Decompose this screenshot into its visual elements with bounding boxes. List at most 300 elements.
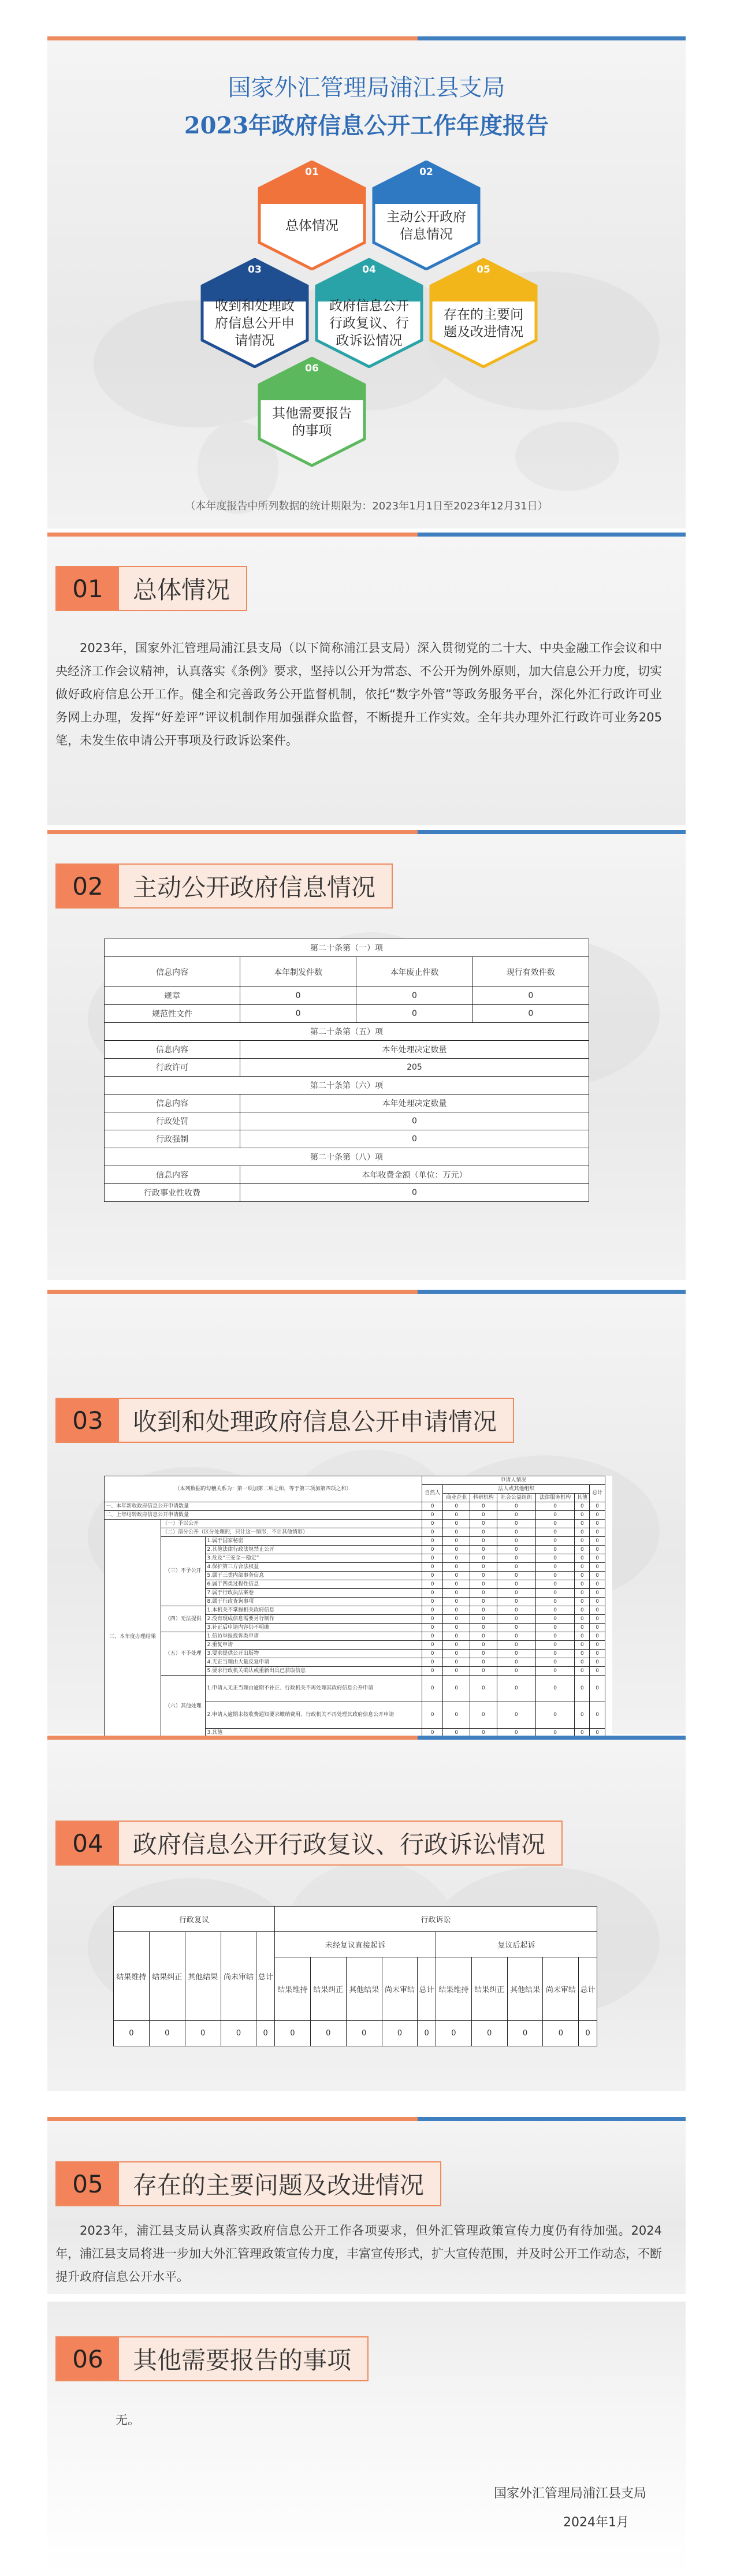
t3-col: 商业企业 — [443, 1494, 470, 1502]
t3-cell: 0 — [497, 1537, 535, 1546]
t3-cell: 0 — [470, 1528, 497, 1537]
t3-row — [105, 1528, 612, 1537]
t3-cell: 0 — [536, 1511, 575, 1520]
sec2-header — [55, 863, 393, 909]
t3-cell: 0 — [422, 1632, 442, 1641]
sec3-top-bar — [47, 1290, 686, 1294]
t4-cell: 0 — [185, 2021, 221, 2046]
t3-cell: 0 — [470, 1563, 497, 1572]
t3-cell: 0 — [590, 1537, 605, 1546]
t3-cell: 0 — [470, 1632, 497, 1641]
t3-cell: 0 — [497, 1702, 535, 1729]
t4-col: 尚未审结 — [543, 1957, 579, 2021]
t4-col: 结果纠正 — [310, 1957, 346, 2021]
t3-cell: 0 — [470, 1520, 497, 1528]
t1-row-label: 行政处罚 — [105, 1112, 240, 1130]
t4-cell: 0 — [543, 2021, 579, 2046]
t3-cell: 0 — [497, 1589, 535, 1598]
t3-cell: 0 — [590, 1589, 605, 1598]
t3-cell: 0 — [443, 1528, 470, 1537]
t3-cell: 0 — [536, 1572, 575, 1580]
t3-group-label: （六）其他处理 — [161, 1676, 206, 1737]
t3-cell: 0 — [536, 1598, 575, 1606]
t3-cell: 0 — [422, 1511, 442, 1520]
t3-cell: 0 — [536, 1624, 575, 1632]
t3-cell: 0 — [497, 1580, 535, 1589]
sec5-top-bar — [47, 2117, 686, 2121]
t3-cell: 0 — [575, 1632, 590, 1641]
t3-cell: 0 — [443, 1580, 470, 1589]
t4-cell: 0 — [507, 2021, 543, 2046]
t3-cell: 0 — [470, 1702, 497, 1729]
t3-cell: 0 — [536, 1537, 575, 1546]
t3-cell: 0 — [422, 1598, 442, 1606]
t3-cell: 0 — [422, 1658, 442, 1667]
t3-cell: 0 — [470, 1554, 497, 1563]
t4-col: 总计 — [418, 1957, 436, 2021]
t3-cell: 0 — [497, 1554, 535, 1563]
t3-cell: 0 — [575, 1702, 590, 1729]
t3-cell: 0 — [443, 1520, 470, 1528]
t3-cell: 0 — [470, 1580, 497, 1589]
t3-cell: 0 — [536, 1729, 575, 1737]
t4-cell: 0 — [256, 2021, 275, 2046]
t3-col: 科研机构 — [470, 1494, 497, 1502]
t1-cell: 0 — [472, 1005, 589, 1023]
t3-cell: 0 — [497, 1563, 535, 1572]
sec3-title: 收到和处理政府信息公开申请情况 — [133, 1408, 497, 1436]
t3-cell: 0 — [536, 1563, 575, 1572]
t3-cell: 0 — [536, 1546, 575, 1554]
t3-cell: 0 — [575, 1676, 590, 1702]
t1-col-info: 信息内容 — [105, 1095, 240, 1112]
t3-cell: 0 — [422, 1667, 442, 1676]
t4-review-header: 行政复议 — [114, 1907, 275, 1932]
t4-col: 总计 — [256, 1932, 275, 2021]
t3-cell: 0 — [422, 1546, 442, 1554]
t3-cell: 0 — [470, 1667, 497, 1676]
t3-cell: 0 — [590, 1502, 605, 1511]
t3-row-label: 4.无正当理由大量反复申请 — [206, 1658, 422, 1667]
t3-cell: 0 — [590, 1641, 605, 1650]
t3-cell: 0 — [536, 1502, 575, 1511]
t3-body — [105, 1502, 612, 1755]
t4-not-reviewed-header: 未经复议直接起诉 — [274, 1932, 436, 1957]
t3-cell: 0 — [497, 1546, 535, 1554]
t3-cell: 0 — [497, 1658, 535, 1667]
t4-col: 其他结果 — [185, 1932, 221, 2021]
t3-cell: 0 — [497, 1632, 535, 1641]
t3-cell: 0 — [536, 1554, 575, 1563]
t4-cell: 0 — [346, 2021, 382, 2046]
t3-cell: 0 — [422, 1502, 442, 1511]
t3-cell: 0 — [536, 1632, 575, 1641]
t4-col: 结果维持 — [436, 1957, 471, 2021]
t4-cell: 0 — [221, 2021, 256, 2046]
t4-col: 结果维持 — [274, 1957, 310, 2021]
t3-cell: 0 — [497, 1641, 535, 1650]
t1-col-info: 信息内容 — [105, 1041, 240, 1059]
t3-cell: 0 — [536, 1658, 575, 1667]
t3-cell: 0 — [590, 1676, 605, 1702]
t3-cell: 0 — [470, 1641, 497, 1650]
t3-cell: 0 — [590, 1667, 605, 1676]
sec2-number: 02 — [57, 865, 119, 907]
t1-heading-20-1: 第二十条第（一）项 — [105, 939, 589, 957]
cover-statistics-note: （本年度报告中所列数据的统计期限为：2023年1月1日至2023年12月31日） — [185, 500, 548, 512]
t3-group-label: （四）无法提供 — [161, 1606, 206, 1632]
t3-cell: 0 — [470, 1537, 497, 1546]
t3-cell: 0 — [536, 1641, 575, 1650]
t3-row-label: 4.保护第三方合法权益 — [206, 1563, 422, 1572]
t3-cell: 0 — [590, 1729, 605, 1737]
t4-col: 尚未审结 — [382, 1957, 418, 2021]
sec1-number: 01 — [57, 567, 119, 610]
t3-cell: 0 — [470, 1729, 497, 1737]
sec5-text: 2023年，浦江县支局认真落实政府信息公开工作各项要求，但外汇管理政策宣传力度仍有待加强。2024年，浦江县支局将进一步加大外汇管理政策宣传力度，丰富宣传形式，扩大宣传范围，并及时公开工作动态，不断提升政府信息公开水平。 — [55, 2224, 662, 2284]
t3-cell: 0 — [575, 1658, 590, 1667]
t3-row — [105, 1511, 612, 1520]
cover-title-line2: 2023年政府信息公开工作年度报告 — [184, 112, 549, 139]
t3-cell: 0 — [497, 1528, 535, 1537]
t3-cell: 0 — [443, 1641, 470, 1650]
t3-cell: 0 — [590, 1658, 605, 1667]
t4-col: 结果维持 — [114, 1932, 150, 2021]
t3-cell: 0 — [422, 1528, 442, 1537]
t3-cell: 0 — [470, 1624, 497, 1632]
t3-cell: 0 — [470, 1572, 497, 1580]
t3-cell: 0 — [470, 1650, 497, 1658]
t3-cell: 0 — [422, 1729, 442, 1737]
t1-cell: 0 — [240, 1130, 589, 1148]
t3-row — [105, 1632, 612, 1641]
t3-cell: 0 — [422, 1676, 442, 1702]
t3-applicant-header: 申请人情况 — [422, 1476, 605, 1485]
signature-org: 国家外汇管理局浦江县支局 — [493, 2486, 646, 2501]
hexagon-01-label: 总体情况 — [285, 218, 338, 233]
t1-heading-20-8: 第二十条第（八）项 — [105, 1148, 589, 1166]
t3-row-label: （二）部分公开（区分处理的，只计这一情形，不计其他情形） — [161, 1528, 422, 1537]
t3-cell: 0 — [575, 1554, 590, 1563]
sec4-header — [55, 1821, 563, 1866]
t3-cell: 0 — [443, 1650, 470, 1658]
sec1-title: 总体情况 — [133, 576, 230, 604]
t3-cell: 0 — [443, 1554, 470, 1563]
t4-col: 结果纠正 — [471, 1957, 507, 2021]
t4-cell: 0 — [436, 2021, 471, 2046]
hexagon-03-label: 收到和处理政府信息公开申请情况 — [215, 299, 295, 348]
t1-col-info: 信息内容 — [105, 1166, 240, 1184]
hexagon-03 — [200, 258, 310, 368]
t4-col: 其他结果 — [507, 1957, 543, 2021]
sec3-number: 03 — [57, 1399, 119, 1442]
t3-row-label: 1.本机关不掌握相关政府信息 — [206, 1606, 422, 1615]
t3-row-label: 2.申请人逾期未按收费通知要求缴纳费用、行政机关不再处理其政府信息公开申请 — [206, 1702, 422, 1729]
t3-cell: 0 — [443, 1667, 470, 1676]
t3-cell: 0 — [536, 1676, 575, 1702]
t3-cell: 0 — [575, 1667, 590, 1676]
t3-cell: 0 — [422, 1572, 442, 1580]
t3-cell: 0 — [497, 1606, 535, 1615]
hexagon-06 — [257, 357, 367, 467]
t3-cell: 0 — [590, 1563, 605, 1572]
t1-cell: 0 — [240, 1112, 589, 1130]
t3-legal-person: 法人或其他组织 — [443, 1485, 590, 1494]
t3-cell: 0 — [575, 1598, 590, 1606]
t1-heading-20-5: 第二十条第（五）项 — [105, 1023, 589, 1041]
t3-cell: 0 — [497, 1676, 535, 1702]
hexagon-04-number: 04 — [362, 264, 376, 276]
t3-natural-person: 自然人 — [422, 1485, 442, 1502]
t3-cell: 0 — [422, 1606, 442, 1615]
t3-cell: 0 — [590, 1546, 605, 1554]
t3-row-label: 2.其他法律行政法规禁止公开 — [206, 1546, 422, 1554]
hexagon-03-number: 03 — [248, 264, 262, 276]
t3-cell: 0 — [536, 1580, 575, 1589]
t3-cell: 0 — [536, 1606, 575, 1615]
t3-cell: 0 — [590, 1520, 605, 1528]
t1-cell: 0 — [240, 987, 356, 1005]
t3-cell: 0 — [422, 1563, 442, 1572]
review-litigation-table — [113, 1906, 597, 2046]
t3-cell: 0 — [443, 1589, 470, 1598]
t3-cell: 0 — [536, 1520, 575, 1528]
sec6-title: 其他需要报告的事项 — [133, 2346, 352, 2374]
t3-cell: 0 — [590, 1572, 605, 1580]
t3-cell: 0 — [590, 1511, 605, 1520]
t1-col-abolished: 本年废止件数 — [356, 957, 472, 987]
t1-cell: 0 — [240, 1184, 589, 1202]
t3-cell: 0 — [575, 1563, 590, 1572]
t3-row-label: 3.其他 — [206, 1729, 422, 1737]
t3-cell: 0 — [575, 1546, 590, 1554]
t3-cell: 0 — [590, 1598, 605, 1606]
t3-cell: 0 — [443, 1572, 470, 1580]
t1-col-fee: 本年收费金额（单位：万元） — [240, 1166, 589, 1184]
t3-row-label: 3.危及“三安全一稳定” — [206, 1554, 422, 1563]
t3-cell: 0 — [422, 1650, 442, 1658]
hexagon-02 — [371, 161, 481, 270]
hexagon-02-label: 主动公开政府信息情况 — [386, 210, 466, 242]
hexagon-04-label: 政府信息公开行政复议、行政诉讼情况 — [329, 299, 409, 348]
t3-cell: 0 — [497, 1520, 535, 1528]
t1-row-label: 规章 — [105, 987, 240, 1005]
t1-cell: 0 — [356, 1005, 472, 1023]
t3-cell: 0 — [575, 1589, 590, 1598]
signature-date: 2024年1月 — [563, 2515, 629, 2530]
t3-cell: 0 — [443, 1624, 470, 1632]
t3-cell: 0 — [590, 1702, 605, 1729]
t3-cell: 0 — [422, 1554, 442, 1563]
t3-cell: 0 — [470, 1502, 497, 1511]
sec4-top-bar — [47, 1736, 686, 1740]
t3-cell: 0 — [575, 1641, 590, 1650]
t3-cell: 0 — [575, 1502, 590, 1511]
t3-col: 社会公益组织 — [497, 1494, 535, 1502]
hexagon-01-number: 01 — [305, 166, 319, 178]
t1-col-made: 本年制发件数 — [240, 957, 356, 987]
t3-cell: 0 — [443, 1598, 470, 1606]
t3-cell: 0 — [590, 1528, 605, 1537]
t3-group-label: （五）不予处理 — [161, 1632, 206, 1676]
hexagon-02-number: 02 — [419, 166, 433, 178]
t3-cell: 0 — [470, 1676, 497, 1702]
t3-cell: 0 — [470, 1615, 497, 1624]
hexagon-06-label: 其他需要报告的事项 — [272, 406, 352, 438]
t3-cell: 0 — [497, 1667, 535, 1676]
t3-cell: 0 — [470, 1598, 497, 1606]
t1-row-label: 行政许可 — [105, 1059, 240, 1077]
t3-group-label: 三、本年度办理结果 — [105, 1520, 161, 1755]
t3-cell: 0 — [422, 1702, 442, 1729]
sec5-number: 05 — [57, 2162, 119, 2205]
t3-row-label: 1.申请人无正当理由逾期不补正、行政机关不再处理其政府信息公开申请 — [206, 1676, 422, 1702]
t1-cell: 0 — [356, 987, 472, 1005]
sec3-header — [55, 1398, 514, 1443]
t3-row-label: 1.属于国家秘密 — [206, 1537, 422, 1546]
t3-cell: 0 — [497, 1615, 535, 1624]
t3-group-label: （三）不予公开 — [161, 1537, 206, 1606]
t3-row-label: 1.信访举报投诉类申请 — [206, 1632, 422, 1641]
t3-row-label: 3.要求提供公开出版物 — [206, 1650, 422, 1658]
t4-cell: 0 — [579, 2021, 597, 2046]
t3-corner-note: （本列数据的勾稽关系为：第一项加第二项之和，等于第三项加第四项之和） — [105, 1476, 422, 1502]
t1-col-valid: 现行有效件数 — [472, 957, 589, 987]
t3-cell: 0 — [443, 1537, 470, 1546]
t1-cell: 205 — [240, 1059, 589, 1077]
t3-cell: 0 — [536, 1528, 575, 1537]
sec5-header — [55, 2161, 441, 2206]
hexagon-05 — [429, 258, 538, 368]
t3-col: 其他 — [575, 1494, 590, 1502]
t3-row-label: 5.要求行政机关确认或重新出具已获取信息 — [206, 1667, 422, 1676]
t4-cell: 0 — [149, 2021, 185, 2046]
cover-top-bar — [47, 36, 686, 40]
t3-row — [105, 1502, 612, 1511]
t3-cell: 0 — [590, 1606, 605, 1615]
t3-cell: 0 — [422, 1615, 442, 1624]
t4-cell: 0 — [382, 2021, 418, 2046]
t3-cell: 0 — [443, 1632, 470, 1641]
sec4-title: 政府信息公开行政复议、行政诉讼情况 — [133, 1830, 546, 1859]
t3-cell: 0 — [590, 1624, 605, 1632]
sec6-header — [55, 2336, 369, 2381]
t3-cell: 0 — [536, 1615, 575, 1624]
t4-after-review-header: 复议后起诉 — [436, 1932, 597, 1957]
t1-row-label: 行政强制 — [105, 1130, 240, 1148]
t3-cell: 0 — [470, 1658, 497, 1667]
t3-cell: 0 — [536, 1702, 575, 1729]
t3-cell: 0 — [497, 1624, 535, 1632]
t3-cell: 0 — [575, 1528, 590, 1537]
t3-cell: 0 — [497, 1598, 535, 1606]
t3-row-label: 二、上年结转政府信息公开申请数量 — [105, 1511, 422, 1520]
t3-cell: 0 — [470, 1589, 497, 1598]
t3-cell: 0 — [443, 1502, 470, 1511]
t3-cell: 0 — [443, 1676, 470, 1702]
t3-cell: 0 — [443, 1511, 470, 1520]
hexagon-06-number: 06 — [305, 363, 319, 374]
t3-col: 法律服务机构 — [536, 1494, 575, 1502]
proactive-disclosure-table — [104, 939, 589, 1202]
t3-cell: 0 — [422, 1580, 442, 1589]
sec6-text: 无。 — [116, 2413, 140, 2427]
t3-row-label: 2.重复申请 — [206, 1641, 422, 1650]
t3-row — [105, 1606, 612, 1615]
t3-row-label: 3.补正后申请内容仍不明确 — [206, 1624, 422, 1632]
t3-cell: 0 — [497, 1572, 535, 1580]
t4-cell: 0 — [274, 2021, 310, 2046]
t3-cell: 0 — [575, 1624, 590, 1632]
t3-row-label: 6.属于四类过程性信息 — [206, 1580, 422, 1589]
t3-cell: 0 — [497, 1502, 535, 1511]
t3-row-label: 7.属于行政执法案卷 — [206, 1589, 422, 1598]
t3-cell: 0 — [497, 1650, 535, 1658]
t4-col: 结果纠正 — [149, 1932, 185, 2021]
t3-cell: 0 — [422, 1624, 442, 1632]
t3-cell: 0 — [470, 1511, 497, 1520]
t3-cell: 0 — [575, 1729, 590, 1737]
t4-litigation-header: 行政诉讼 — [274, 1907, 597, 1932]
t3-cell: 0 — [422, 1641, 442, 1650]
hexagon-01 — [257, 161, 367, 270]
t3-cell: 0 — [575, 1520, 590, 1528]
t3-row-label: 5.属于三类内部事务信息 — [206, 1572, 422, 1580]
t3-cell: 0 — [590, 1632, 605, 1641]
t3-cell: 0 — [470, 1606, 497, 1615]
sec5-title: 存在的主要问题及改进情况 — [133, 2171, 425, 2199]
t3-cell: 0 — [575, 1580, 590, 1589]
t3-cell: 0 — [590, 1650, 605, 1658]
t3-row — [105, 1520, 612, 1528]
t3-cell: 0 — [590, 1580, 605, 1589]
sec2-title: 主动公开政府信息情况 — [133, 873, 376, 902]
t3-cell: 0 — [536, 1589, 575, 1598]
t1-col-info: 信息内容 — [105, 957, 240, 987]
t3-cell: 0 — [422, 1520, 442, 1528]
t3-cell: 0 — [575, 1537, 590, 1546]
hexagon-05-label: 存在的主要问题及改进情况 — [444, 307, 523, 340]
t3-cell: 0 — [497, 1729, 535, 1737]
t3-cell: 0 — [443, 1658, 470, 1667]
hexagon-04 — [314, 258, 424, 368]
t3-cell: 0 — [422, 1589, 442, 1598]
t1-heading-20-6: 第二十条第（六）项 — [105, 1077, 589, 1095]
t3-row-label: （一）予以公开 — [161, 1520, 422, 1528]
t3-row-label: 8.属于行政查询事项 — [206, 1598, 422, 1606]
t3-cell: 0 — [536, 1650, 575, 1658]
t1-col-count: 本年处理决定数量 — [240, 1041, 589, 1059]
t4-cell: 0 — [310, 2021, 346, 2046]
sec1-top-bar — [47, 533, 686, 537]
t1-row-label: 规范性文件 — [105, 1005, 240, 1023]
t3-row-label: 一、本年新收政府信息公开申请数量 — [105, 1502, 422, 1511]
sec1-header — [55, 566, 247, 611]
sec1-text: 2023年，国家外汇管理局浦江县支局（以下简称浦江县支局）深入贯彻党的二十大、中央金融工作会议和中央经济工作会议精神，认真落实《条例》要求，坚持以公开为常态、不公开为例外原则，加大信息公开力度，切实做好政府信息公开工作。健全和完善政务公开监督机制，依托“数字外管”等政务服务平台，深化外汇行政许可业务网上办理，发挥“好差评”评议机制作用加强群众监督，不断提升工作实效。全年共办理外汇行政许可业务205笔，未发生依申请公开事项及行政诉讼案件。 — [55, 641, 662, 747]
sec6-number: 06 — [57, 2337, 119, 2380]
t3-cell: 0 — [575, 1572, 590, 1580]
t3-cell: 0 — [443, 1546, 470, 1554]
t3-cell: 0 — [443, 1615, 470, 1624]
sec4-number: 04 — [57, 1822, 119, 1864]
t3-cell: 0 — [575, 1606, 590, 1615]
t3-cell: 0 — [422, 1537, 442, 1546]
t3-cell: 0 — [443, 1606, 470, 1615]
t4-col: 总计 — [579, 1957, 597, 2021]
t3-total-header: 总计 — [590, 1485, 605, 1502]
t3-cell: 0 — [470, 1546, 497, 1554]
t3-cell: 0 — [536, 1667, 575, 1676]
